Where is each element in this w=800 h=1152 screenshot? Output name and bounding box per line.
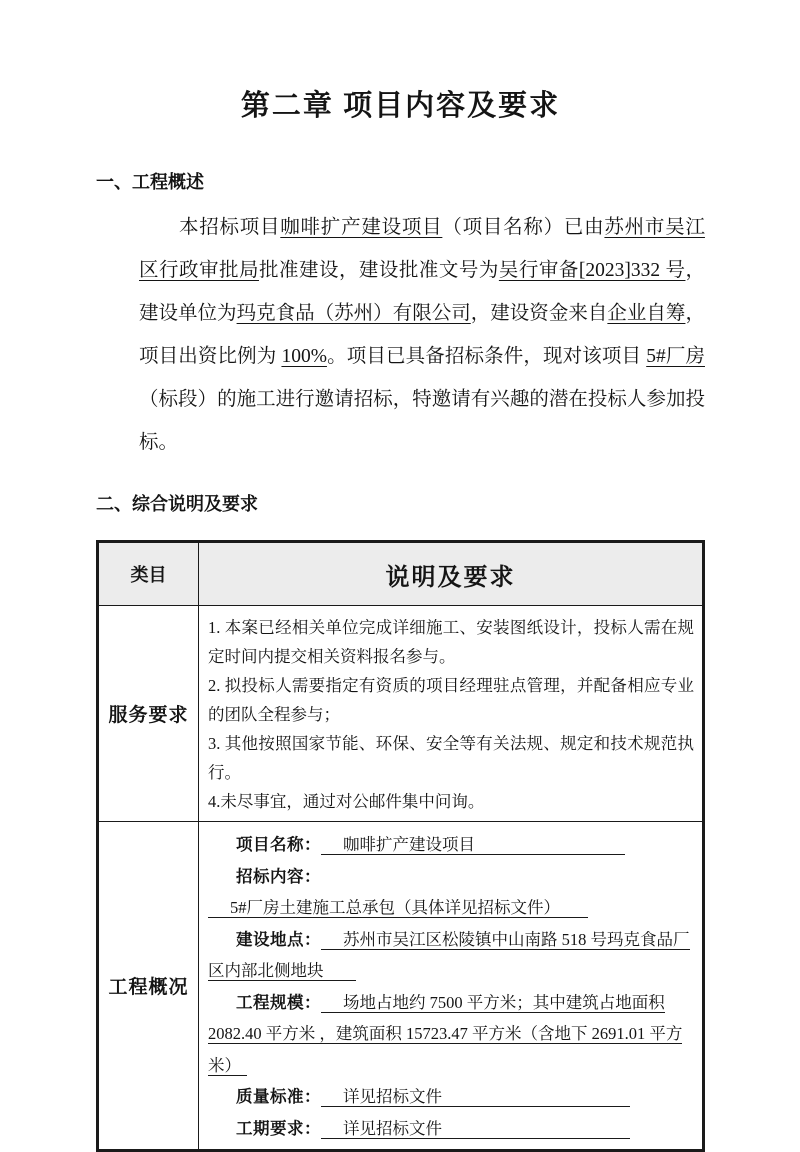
- field-label: 工期要求：: [236, 1118, 321, 1138]
- field-value: 详见招标文件: [321, 1087, 630, 1107]
- underlined-text-segment: 苏州市吴江区行政审批局: [139, 217, 705, 281]
- section-heading-requirements: 二、综合说明及要求: [96, 494, 258, 514]
- field-value: 咖啡扩产建设项目: [321, 835, 625, 855]
- overview-field: [208, 1081, 694, 1113]
- text-segment: ，项目出资比例为: [139, 303, 705, 367]
- field-value: 苏州市吴江区松陵镇中山南路 518 号玛克食品厂区内部北侧地块: [208, 929, 690, 980]
- text-segment: ，建设资金来自: [470, 303, 608, 324]
- service-category-cell: 服务要求: [98, 606, 199, 822]
- overview-field: [208, 861, 694, 924]
- overview-field: [208, 987, 694, 1082]
- table-header-row: [98, 542, 704, 606]
- overview-field: [208, 924, 694, 987]
- header-cell-description: 说明及要求: [199, 542, 704, 606]
- field-value: 详见招标文件: [321, 1119, 630, 1139]
- section-heading-overview: 一、工程概述: [96, 172, 204, 192]
- text-segment: 。项目已具备招标条件，现对该项目: [326, 346, 647, 367]
- overview-paragraph: [139, 206, 705, 464]
- requirement-line: 3. 其他按照国家节能、环保、安全等有关法规、规定和技术规范执行。: [208, 734, 694, 782]
- requirement-line: 4.未尽事宜，通过对公邮件集中问询。: [208, 792, 485, 811]
- field-value: 场地占地约 7500 平方米；其中建筑占地面积 2082.40 平方米 ，建筑面积 15723.47 平方米（含地下 2691.01 平方米）: [208, 992, 683, 1075]
- field-label: 建设地点：: [236, 929, 321, 949]
- field-label: 质量标准：: [236, 1087, 321, 1106]
- underlined-text-segment: 5#厂房: [646, 346, 705, 367]
- underlined-text-segment: 咖啡扩产建设项目: [280, 217, 443, 238]
- underlined-text-segment: 吴行审备[2023]332 号: [498, 260, 686, 281]
- field-value: 5#厂房土建施工总承包（具体详见招标文件）: [208, 898, 588, 918]
- service-description-cell: [199, 606, 704, 822]
- field-label: 招标内容：: [236, 866, 321, 886]
- field-label: 工程规模：: [236, 992, 321, 1012]
- overview-field: [208, 1113, 694, 1145]
- overview-description-cell: [199, 822, 704, 1151]
- text-segment: （标段）的施工进行邀请招标，特邀请有兴趣的潜在投标人参加投标。: [139, 389, 705, 453]
- overview-category-cell: 工程概况: [98, 822, 199, 1151]
- underlined-text-segment: 100%: [281, 346, 327, 367]
- text-segment: ，建设单位为: [139, 260, 705, 324]
- text-segment: 本招标项目: [179, 217, 281, 238]
- underlined-text-segment: 玛克食品（苏州）有限公司: [236, 303, 471, 324]
- overview-field: [208, 829, 694, 861]
- underlined-text-segment: 企业自筹: [607, 303, 686, 324]
- table-row-service: [98, 606, 704, 822]
- header-cell-category: 类目: [98, 542, 199, 606]
- field-label: 项目名称：: [236, 835, 321, 854]
- requirement-line: 1. 本案已经相关单位完成详细施工、安装图纸设计，投标人需在规定时间内提交相关资料报名参与。: [208, 618, 694, 666]
- text-segment: 批准建设，建设批准文号为: [258, 260, 499, 281]
- requirements-table: [96, 540, 705, 1152]
- table-row-overview: [98, 822, 704, 1151]
- text-segment: （项目名称）已由: [442, 217, 605, 238]
- requirement-line: 2. 拟投标人需要指定有资质的项目经理驻点管理，并配备相应专业的团队全程参与；: [208, 676, 694, 724]
- document-title: 第二章 项目内容及要求: [240, 90, 561, 122]
